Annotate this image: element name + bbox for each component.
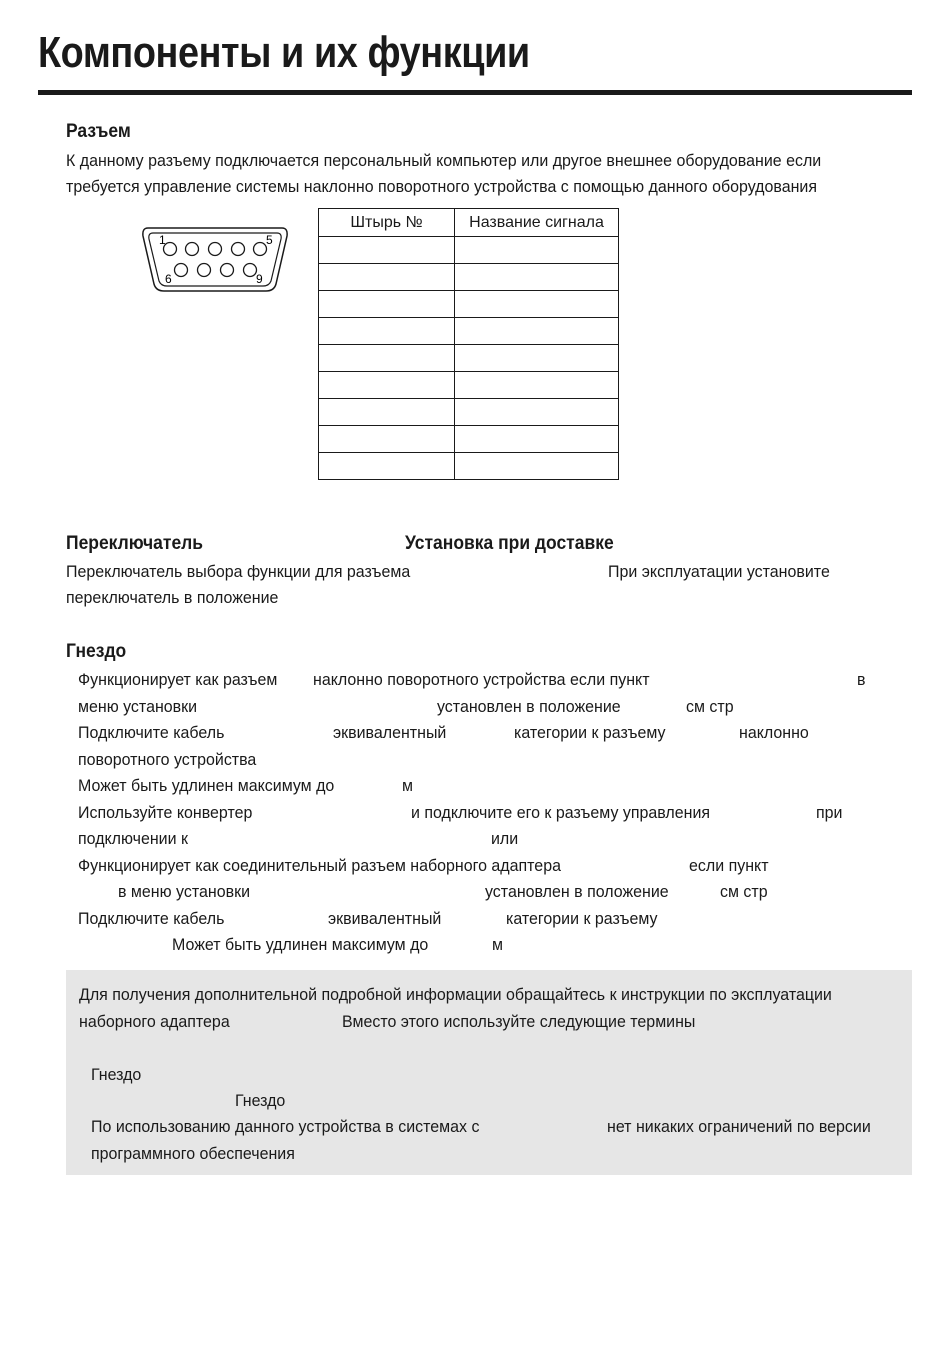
table-row — [319, 264, 619, 291]
connector-heading: Разъем — [66, 121, 131, 142]
switch-text: переключатель в положение — [66, 588, 279, 607]
pin-label-1: 1 — [159, 233, 166, 247]
table-row — [319, 291, 619, 318]
table-row — [319, 426, 619, 453]
pin-hole — [186, 243, 199, 256]
pin-signal-table — [318, 208, 619, 480]
note-text: Для получения дополнительной подробной информации обращайтесь к инструкции по эксплуатации — [79, 985, 832, 1004]
socket-text: категории к разъему — [506, 909, 658, 928]
table-cell — [455, 318, 619, 345]
table-cell — [319, 426, 455, 453]
table-cell — [319, 453, 455, 480]
socket-text: Функционирует как соединительный разъем наборного адаптера — [78, 856, 561, 875]
table-cell — [455, 291, 619, 318]
switch-text: При эксплуатации установите — [608, 562, 830, 581]
table-cell — [455, 264, 619, 291]
table-cell — [455, 399, 619, 426]
pin-hole — [175, 264, 188, 277]
table-cell — [455, 372, 619, 399]
table-cell — [455, 426, 619, 453]
connector-description-line-1: К данному разъему подключается персональный компьютер или другое внешнее оборудование если — [66, 151, 822, 170]
socket-text: см стр — [720, 882, 768, 901]
note-term: Гнездо — [235, 1091, 286, 1110]
table-row — [319, 318, 619, 345]
pin-hole — [244, 264, 257, 277]
socket-heading: Гнездо — [66, 641, 127, 662]
socket-text: категории к разъему — [514, 723, 666, 742]
table-row — [319, 453, 619, 480]
socket-text: установлен в положение — [437, 697, 621, 716]
socket-text: в — [857, 670, 866, 689]
switch-text: Переключатель выбора функции для разъема — [66, 562, 411, 581]
connector-description-line-2: требуется управление системы наклонно поворотного устройства с помощью данного оборудования — [66, 177, 818, 196]
title-rule — [38, 90, 912, 95]
socket-text: меню установки — [78, 697, 198, 716]
socket-text: Используйте конвертер — [78, 803, 253, 822]
socket-text: и подключите его к разъему управления — [411, 803, 711, 822]
table-cell — [319, 237, 455, 264]
note-term: Гнездо — [91, 1065, 142, 1084]
socket-text: Может быть удлинен максимум до — [78, 776, 335, 795]
pin-hole — [254, 243, 267, 256]
table-row — [319, 399, 619, 426]
socket-text: эквивалентный — [328, 909, 442, 928]
table-row — [319, 237, 619, 264]
table-row — [319, 345, 619, 372]
socket-text: или — [491, 829, 519, 848]
socket-text: установлен в положение — [485, 882, 669, 901]
socket-text: Функционирует как разъем — [78, 670, 278, 689]
table-cell — [455, 345, 619, 372]
table-cell — [319, 264, 455, 291]
pin-hole — [232, 243, 245, 256]
socket-text: м — [492, 935, 503, 954]
table-cell — [319, 399, 455, 426]
socket-text: если пункт — [689, 856, 769, 875]
socket-text: Подключите кабель — [78, 723, 225, 742]
table-row — [319, 372, 619, 399]
column-header-pin: Штырь № — [319, 209, 455, 237]
pin-label-5: 5 — [266, 233, 273, 247]
note-text: нет никаких ограничений по версии — [607, 1117, 871, 1136]
note-text: программного обеспечения — [91, 1144, 295, 1163]
note-text: Вместо этого используйте следующие термины — [342, 1012, 696, 1031]
note-text: По использованию данного устройства в системах с — [91, 1117, 480, 1136]
socket-text: в меню установки — [118, 882, 251, 901]
table-cell — [455, 453, 619, 480]
table-cell — [319, 318, 455, 345]
pin-hole — [198, 264, 211, 277]
page-title: Компоненты и их функции — [38, 28, 530, 77]
table-cell — [455, 237, 619, 264]
table-cell — [319, 372, 455, 399]
socket-text: наклонно поворотного устройства если пункт — [313, 670, 650, 689]
note-text: наборного адаптера — [79, 1012, 230, 1031]
socket-text: эквивалентный — [333, 723, 447, 742]
pin-label-6: 6 — [165, 272, 172, 286]
socket-text: наклонно — [739, 723, 809, 742]
pin-label-9: 9 — [256, 272, 263, 286]
column-header-signal: Название сигнала — [455, 209, 619, 237]
table-header-row — [319, 209, 619, 237]
db9-connector-diagram — [140, 222, 290, 296]
switch-heading: Переключатель — [66, 533, 204, 554]
pin-hole — [221, 264, 234, 277]
factory-setting-heading: Установка при доставке — [405, 533, 614, 554]
pin-hole — [209, 243, 222, 256]
socket-text: подключении к — [78, 829, 188, 848]
socket-text: поворотного устройства — [78, 750, 257, 769]
socket-text: см стр — [686, 697, 734, 716]
table-cell — [319, 291, 455, 318]
socket-text: при — [816, 803, 843, 822]
socket-text: Может быть удлинен максимум до — [172, 935, 429, 954]
table-cell — [319, 345, 455, 372]
socket-text: м — [402, 776, 413, 795]
socket-text: Подключите кабель — [78, 909, 225, 928]
